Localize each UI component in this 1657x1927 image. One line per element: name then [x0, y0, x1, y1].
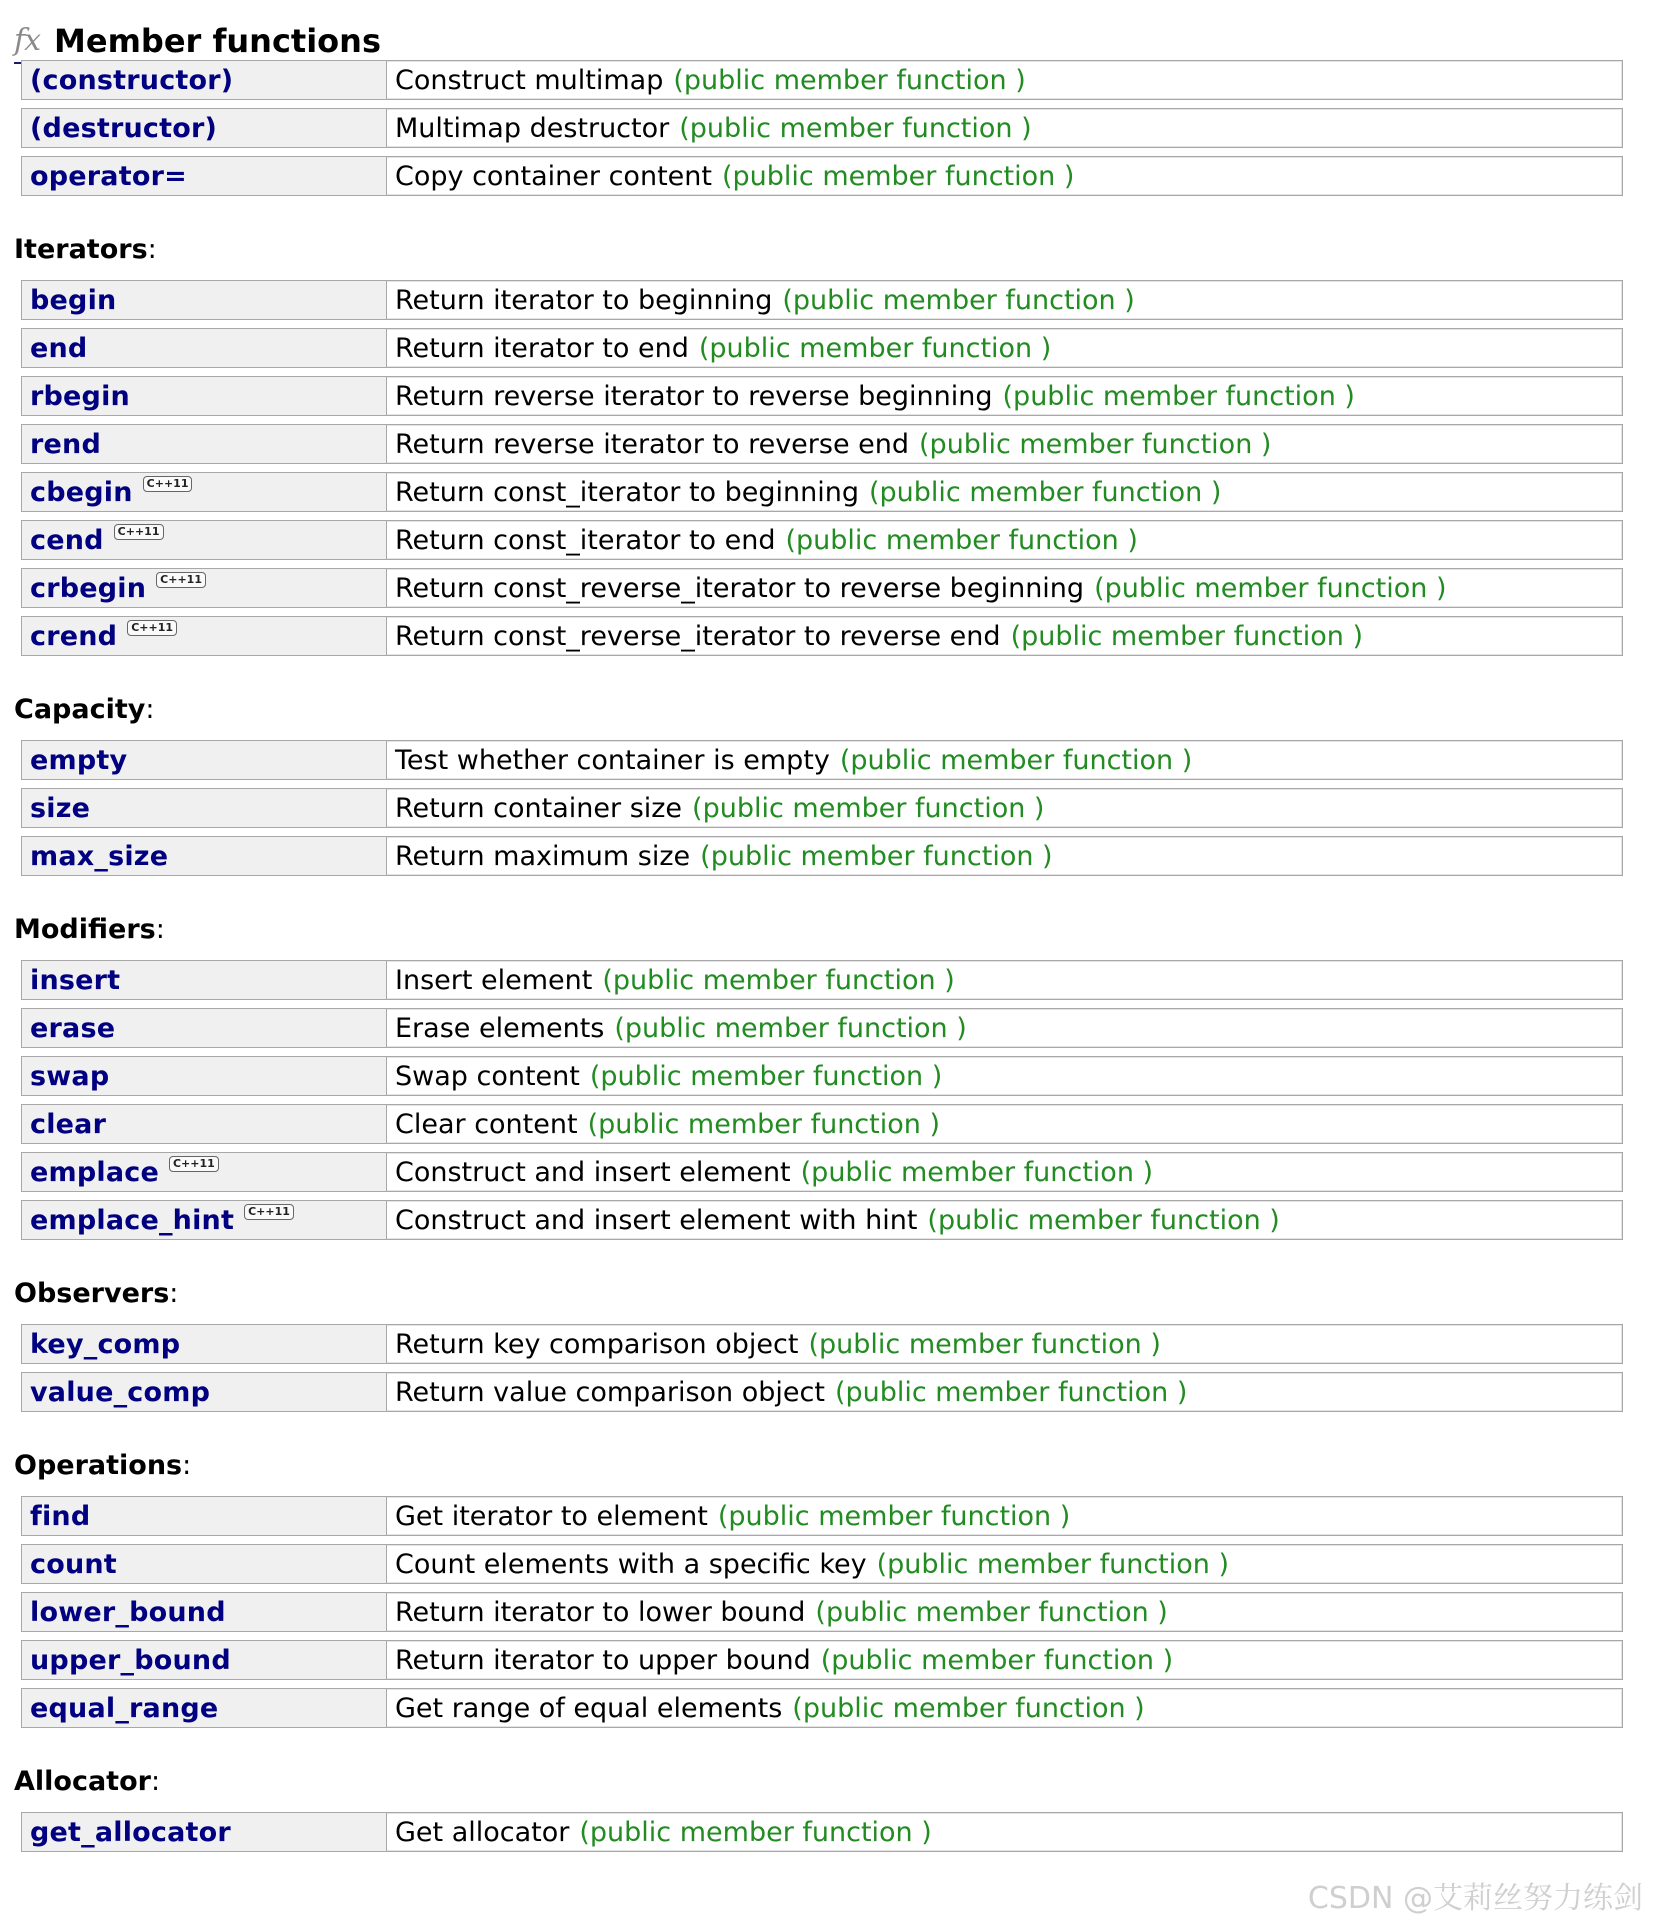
section-header — [14, 18, 1616, 64]
member-type-tag: (public member function ) — [700, 840, 1053, 872]
member-type-tag: (public member function ) — [869, 476, 1222, 508]
function-description: Return const_iterator to end — [395, 524, 776, 556]
function-link[interactable]: cbegin — [30, 476, 133, 508]
function-name-cell — [22, 1813, 387, 1851]
function-description: Return iterator to end — [395, 332, 689, 364]
member-type-tag: (public member function ) — [717, 1500, 1071, 1532]
member-row-constructor — [21, 60, 1623, 100]
member-row-clear — [21, 1104, 1623, 1144]
function-description-cell — [387, 1057, 1622, 1095]
section-title-label: Allocator — [14, 1766, 151, 1797]
function-description-cell — [387, 569, 1622, 607]
member-row-upper_bound — [21, 1640, 1623, 1680]
function-link[interactable]: rend — [30, 428, 101, 460]
section-title-label: Iterators — [14, 234, 148, 265]
function-link[interactable]: end — [30, 332, 88, 364]
function-name-cell — [22, 1593, 387, 1631]
cpp11-badge-icon: C++11 — [143, 476, 193, 492]
function-description: Multimap destructor — [395, 112, 670, 144]
function-description-cell — [387, 1153, 1622, 1191]
function-link[interactable]: operator= — [30, 160, 187, 192]
function-description-cell — [387, 1813, 1622, 1851]
member-type-tag: (public member function ) — [579, 1816, 932, 1848]
member-type-tag: (public member function ) — [614, 1012, 967, 1044]
function-description: Get iterator to element — [395, 1500, 708, 1532]
function-description-cell — [387, 1593, 1622, 1631]
function-description: Return reverse iterator to reverse end — [395, 428, 910, 460]
member-row-lower_bound — [21, 1592, 1623, 1632]
function-description-cell — [387, 425, 1622, 463]
function-description-cell — [387, 1105, 1622, 1143]
member-type-tag: (public member function ) — [792, 1692, 1145, 1724]
function-link[interactable]: emplace — [30, 1156, 159, 1188]
function-link[interactable]: swap — [30, 1060, 110, 1092]
function-name-cell — [22, 1105, 387, 1143]
member-row-value_comp — [21, 1372, 1623, 1412]
function-description: Get allocator — [395, 1816, 570, 1848]
function-description: Return reverse iterator to reverse beginning — [395, 380, 993, 412]
function-name-cell — [22, 1641, 387, 1679]
function-description: Return iterator to beginning — [395, 284, 773, 316]
function-description-cell — [387, 741, 1622, 779]
function-link[interactable]: empty — [30, 744, 128, 776]
function-link[interactable]: erase — [30, 1012, 116, 1044]
function-description-cell — [387, 1009, 1622, 1047]
member-row-erase — [21, 1008, 1623, 1048]
member-type-tag: (public member function ) — [589, 1060, 943, 1092]
page-title: Member functions — [54, 22, 381, 60]
member-row-destructor — [21, 108, 1623, 148]
member-type-tag: (public member function ) — [1094, 572, 1447, 604]
member-row-cbegin — [21, 472, 1623, 512]
cpp11-badge-icon: C++11 — [127, 620, 177, 636]
function-description-cell — [387, 377, 1622, 415]
section-title-label: Observers — [14, 1278, 170, 1309]
member-type-tag: (public member function ) — [1010, 620, 1363, 652]
function-description-cell — [387, 1545, 1622, 1583]
function-description: Construct and insert element — [395, 1156, 791, 1188]
function-description: Erase elements — [395, 1012, 605, 1044]
function-name-cell — [22, 1201, 387, 1239]
function-name-cell — [22, 61, 387, 99]
member-row-cend — [21, 520, 1623, 560]
member-row-operator — [21, 156, 1623, 196]
watermark: CSDN @艾莉丝努力练剑 — [1307, 1881, 1643, 1916]
function-description: Return iterator to upper bound — [395, 1644, 811, 1676]
member-type-tag: (public member function ) — [782, 284, 1135, 316]
function-description-cell — [387, 61, 1622, 99]
function-description: Return const_reverse_iterator to reverse beginning — [395, 572, 1085, 604]
member-row-crend — [21, 616, 1623, 656]
section-title-allocator: Allocator: — [14, 1766, 161, 1797]
function-link[interactable]: rbegin — [30, 380, 130, 412]
member-row-rbegin — [21, 376, 1623, 416]
function-description-cell — [387, 1201, 1622, 1239]
function-name-cell — [22, 1057, 387, 1095]
cpp11-badge-icon: C++11 — [169, 1156, 219, 1172]
function-description-cell — [387, 109, 1622, 147]
function-name-cell — [22, 569, 387, 607]
member-type-tag: (public member function ) — [679, 112, 1032, 144]
section-title-capacity: Capacity: — [14, 694, 155, 725]
section-title-label: Modifiers — [14, 914, 156, 945]
member-type-tag: (public member function ) — [721, 160, 1075, 192]
function-name-cell — [22, 1497, 387, 1535]
section-title-label: Operations — [14, 1450, 183, 1481]
function-link[interactable]: upper_bound — [30, 1644, 231, 1676]
function-name-cell — [22, 473, 387, 511]
function-name-cell — [22, 281, 387, 319]
member-type-tag: (public member function ) — [834, 1376, 1188, 1408]
member-type-tag: (public member function ) — [800, 1156, 1154, 1188]
function-link[interactable]: (constructor) — [30, 64, 234, 96]
function-link[interactable]: clear — [30, 1108, 107, 1140]
function-link[interactable]: size — [30, 792, 91, 824]
function-description: Copy container content — [395, 160, 712, 192]
function-description: Return iterator to lower bound — [395, 1596, 806, 1628]
member-type-tag: (public member function ) — [692, 792, 1045, 824]
function-link[interactable]: count — [30, 1548, 117, 1580]
function-link[interactable]: (destructor) — [30, 112, 218, 144]
function-link[interactable]: crbegin — [30, 572, 147, 604]
function-description-cell — [387, 329, 1622, 367]
function-name-cell — [22, 741, 387, 779]
member-type-tag: (public member function ) — [673, 64, 1026, 96]
function-link[interactable]: max_size — [30, 840, 169, 872]
function-description: Construct and insert element with hint — [395, 1204, 918, 1236]
member-type-tag: (public member function ) — [927, 1204, 1280, 1236]
cpp11-badge-icon: C++11 — [156, 572, 206, 588]
member-row-rend — [21, 424, 1623, 464]
member-type-tag: (public member function ) — [587, 1108, 940, 1140]
function-name-cell — [22, 1325, 387, 1363]
function-name-cell — [22, 329, 387, 367]
function-description: Get range of equal elements — [395, 1692, 783, 1724]
member-row-emplace_hint — [21, 1200, 1623, 1240]
cpp11-badge-icon: C++11 — [114, 524, 164, 540]
function-name-cell — [22, 109, 387, 147]
member-type-tag: (public member function ) — [602, 964, 955, 996]
section-title-label: Capacity — [14, 694, 146, 725]
function-description: Return container size — [395, 792, 683, 824]
function-link[interactable]: key_comp — [30, 1328, 181, 1360]
function-name-cell — [22, 1545, 387, 1583]
member-row-equal_range — [21, 1688, 1623, 1728]
member-row-begin — [21, 280, 1623, 320]
function-description: Insert element — [395, 964, 593, 996]
section-title-operations: Operations: — [14, 1450, 192, 1481]
function-description: Clear content — [395, 1108, 578, 1140]
member-row-size — [21, 788, 1623, 828]
member-type-tag: (public member function ) — [876, 1548, 1230, 1580]
function-name-cell — [22, 617, 387, 655]
member-row-insert — [21, 960, 1623, 1000]
function-description-cell — [387, 1325, 1622, 1363]
function-description: Return value comparison object — [395, 1376, 825, 1408]
member-type-tag: (public member function ) — [919, 428, 1272, 460]
member-row-empty — [21, 740, 1623, 780]
member-type-tag: (public member function ) — [785, 524, 1138, 556]
member-row-swap — [21, 1056, 1623, 1096]
function-description: Test whether container is empty — [395, 744, 830, 776]
function-link[interactable]: find — [30, 1500, 91, 1532]
function-description: Return const_iterator to beginning — [395, 476, 859, 508]
member-type-tag: (public member function ) — [808, 1328, 1161, 1360]
section-title-observers: Observers: — [14, 1278, 179, 1309]
member-row-end — [21, 328, 1623, 368]
function-name-cell — [22, 157, 387, 195]
function-description-cell — [387, 1641, 1622, 1679]
cpp11-badge-icon: C++11 — [244, 1204, 294, 1220]
function-link[interactable]: value_comp — [30, 1376, 211, 1408]
member-type-tag: (public member function ) — [839, 744, 1193, 776]
function-name-cell — [22, 521, 387, 559]
function-description: Return maximum size — [395, 840, 691, 872]
function-link[interactable]: lower_bound — [30, 1596, 226, 1628]
function-description-cell — [387, 617, 1622, 655]
function-description-cell — [387, 157, 1622, 195]
function-name-cell — [22, 961, 387, 999]
function-description-cell — [387, 789, 1622, 827]
member-row-emplace — [21, 1152, 1623, 1192]
function-description-cell — [387, 1373, 1622, 1411]
function-link[interactable]: emplace_hint — [30, 1204, 235, 1236]
function-description: Swap content — [395, 1060, 580, 1092]
section-title-iterators: Iterators: — [14, 234, 157, 265]
function-name-cell — [22, 377, 387, 415]
member-row-find — [21, 1496, 1623, 1536]
member-row-count — [21, 1544, 1623, 1584]
function-name-cell — [22, 789, 387, 827]
member-row-max_size — [21, 836, 1623, 876]
function-name-cell — [22, 425, 387, 463]
function-icon: fx — [14, 23, 41, 58]
function-description-cell — [387, 473, 1622, 511]
function-description-cell — [387, 521, 1622, 559]
member-type-tag: (public member function ) — [698, 332, 1052, 364]
function-description-cell — [387, 1497, 1622, 1535]
member-type-tag: (public member function ) — [1002, 380, 1355, 412]
function-description: Return const_reverse_iterator to reverse end — [395, 620, 1001, 652]
member-row-crbegin — [21, 568, 1623, 608]
function-name-cell — [22, 1009, 387, 1047]
function-name-cell — [22, 1153, 387, 1191]
function-name-cell — [22, 1689, 387, 1727]
function-link[interactable]: cend — [30, 524, 104, 556]
member-type-tag: (public member function ) — [820, 1644, 1174, 1676]
function-description: Return key comparison object — [395, 1328, 799, 1360]
member-type-tag: (public member function ) — [815, 1596, 1168, 1628]
function-description-cell — [387, 281, 1622, 319]
function-description-cell — [387, 837, 1622, 875]
function-name-cell — [22, 837, 387, 875]
section-title-modifiers: Modifiers: — [14, 914, 165, 945]
function-description: Count elements with a specific key — [395, 1548, 867, 1580]
function-description-cell — [387, 961, 1622, 999]
function-link[interactable]: begin — [30, 284, 117, 316]
function-name-cell — [22, 1373, 387, 1411]
function-link[interactable]: get_allocator — [30, 1816, 231, 1848]
function-description-cell — [387, 1689, 1622, 1727]
function-link[interactable]: equal_range — [30, 1692, 219, 1724]
function-link[interactable]: crend — [30, 620, 118, 652]
member-row-key_comp — [21, 1324, 1623, 1364]
member-row-get_allocator — [21, 1812, 1623, 1852]
function-link[interactable]: insert — [30, 964, 121, 996]
function-description: Construct multimap — [395, 64, 664, 96]
